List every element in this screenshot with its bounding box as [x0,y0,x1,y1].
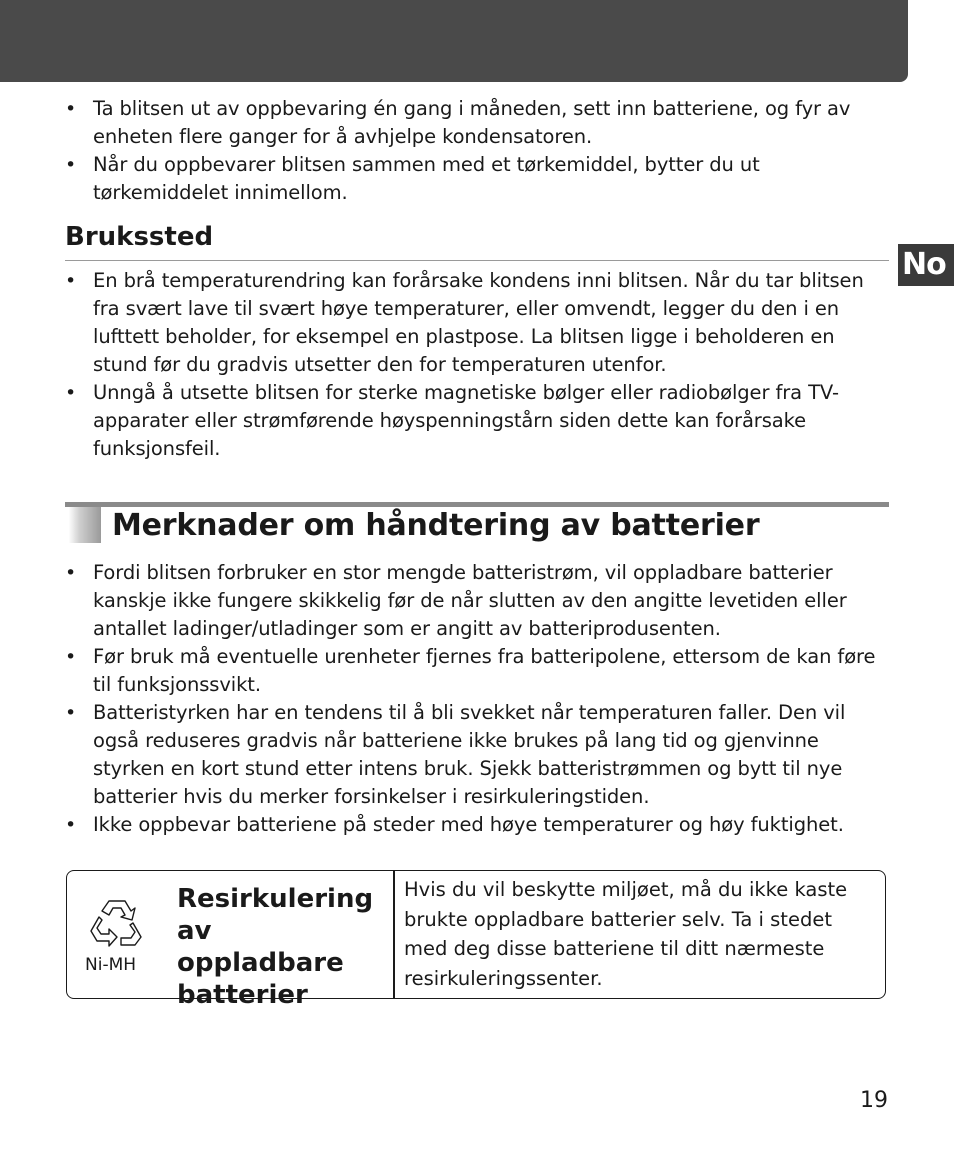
list-item: • Når du oppbevarer blitsen sammen med et tørkemiddel, bytter du ut tørkemiddelet innimellom. [65,151,865,207]
battery-type-label: Ni-MH [85,955,137,975]
section-heading-usage: Brukssted [65,222,214,252]
page-number: 19 [860,1088,888,1113]
list-item: • Ikke oppbevar batteriene på steder med høye temperaturer og høy fuktighet. [65,811,890,839]
list-item: • Batteristyrken har en tendens til å bli svekket når temperaturen faller. Den vil også reduseres gradvis når batteriene ikke brukes på lang tid og gjenvinne styrken en kort stund etter intens bruk. Sjekk batteristrømmen og bytt til nye batterier hvis du merker forsinkelser i resirkuleringstiden. [65,699,890,811]
list-item: • Ta blitsen ut av oppbevaring én gang i måneden, sett inn batteriene, og fyr av enheten flere ganger for å avhjelpe kondensatoren. [65,95,865,151]
list-item: • Fordi blitsen forbruker en stor mengde batteristrøm, vil oppladbare batterier kanskje ikke fungere skikkelig før de når slutten av den angitte levetiden eller antallet ladinger/utladinger som er angitt av batteriprodusenten. [65,559,890,643]
header-bar [0,0,908,82]
box-divider [393,871,395,998]
recycling-notice-box [66,870,886,1010]
language-tab: No [898,244,954,286]
recycle-icon [85,895,149,951]
chapter-marker [65,507,101,543]
recycling-text: Hvis du vil beskytte miljøet, må du ikke kaste brukte oppladbare batterier selv. Ta i stedet med deg disse batteriene til ditt nærmeste resirkuleringssenter. [404,878,848,990]
battery-notes-list [65,559,890,839]
usage-list [65,267,890,463]
list-item: • Før bruk må eventuelle urenheter fjernes fra batteripolene, ettersom de kan føre til funksjonssvikt. [65,643,890,699]
storage-tips-list [65,95,865,207]
section-divider [65,260,889,261]
recycling-heading: Resirkulering av oppladbare batterier [177,884,374,1010]
chapter-title: Merknader om håndtering av batterier [112,508,760,543]
list-item: • En brå temperaturendring kan forårsake kondens inni blitsen. Når du tar blitsen fra svært lave til svært høye temperaturer, eller omvendt, legger du den i en lufttett beholder, for eksempel en plastpose. La blitsen ligge i beholderen en stund før du gradvis utsetter den for temperaturen utenfor. [65,267,890,379]
list-item: • Unngå å utsette blitsen for sterke magnetiske bølger eller radiobølger fra TV-apparater eller strømførende høyspenningstårn siden dette kan forårsake funksjonsfeil. [65,379,890,463]
